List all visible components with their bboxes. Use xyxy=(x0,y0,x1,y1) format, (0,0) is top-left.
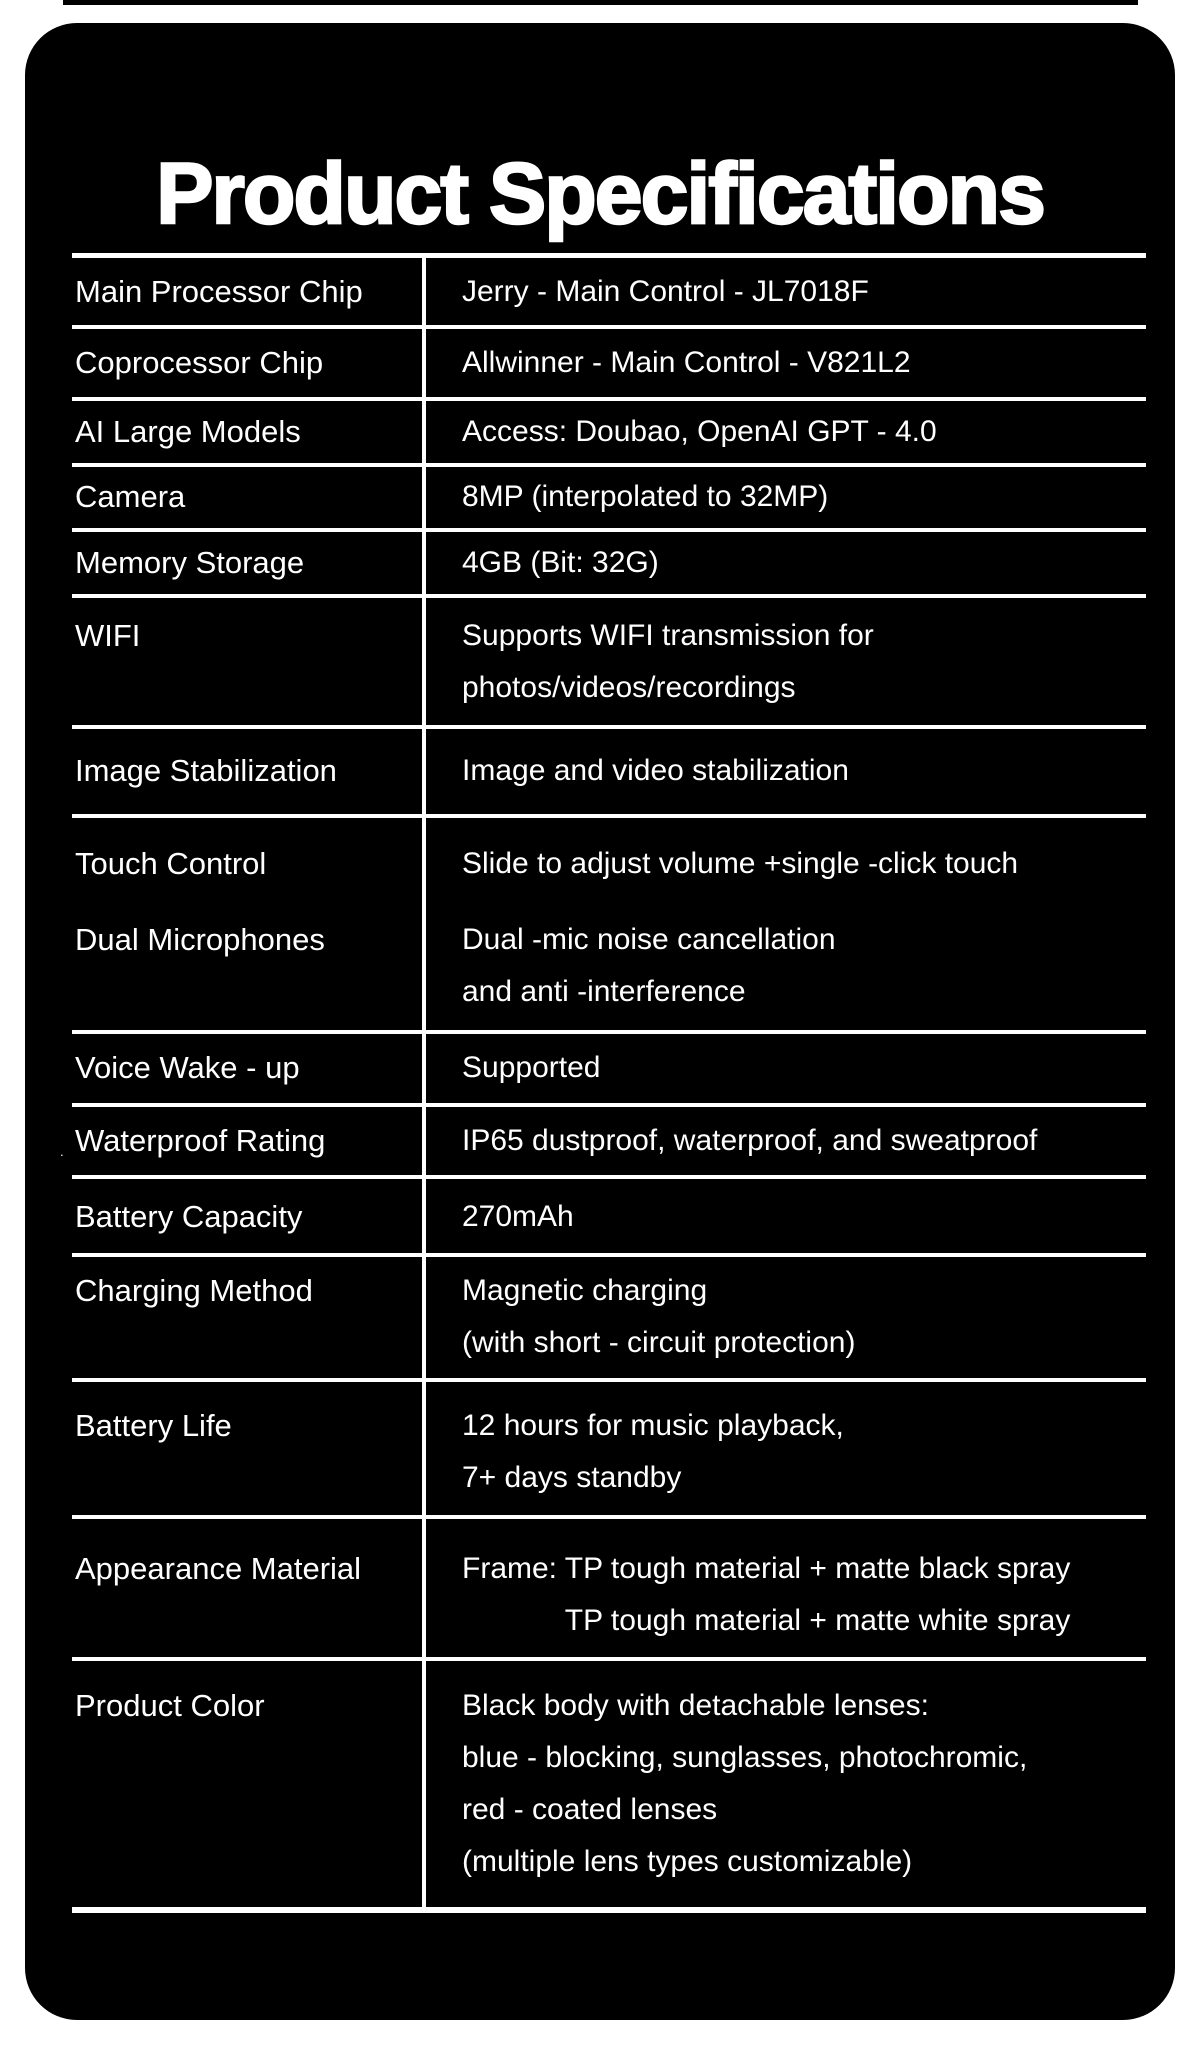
spec-value-line: Black body with detachable lenses: xyxy=(462,1689,929,1722)
appearance-material-value-block xyxy=(462,1543,1070,1647)
spec-label: WIFI xyxy=(75,618,141,653)
spec-value-cell xyxy=(422,329,1146,397)
table-row xyxy=(72,1175,1146,1253)
spec-value-line: Supported xyxy=(462,1051,601,1084)
spec-value-cell xyxy=(422,818,1146,1030)
table-row xyxy=(72,325,1146,397)
table-row xyxy=(72,1253,1146,1378)
spec-label: Product Color xyxy=(75,1688,265,1723)
spec-value-line: Image and video stabilization xyxy=(462,754,849,787)
spec-value-line: TP tough material + matte white spray xyxy=(564,1604,1071,1637)
table-row xyxy=(60,1103,1146,1175)
spec-value-cell xyxy=(422,1107,1146,1175)
table-row xyxy=(72,463,1146,528)
spec-value-line: 12 hours for music playback, xyxy=(462,1409,844,1442)
spec-value-line: Dual -mic noise cancellation xyxy=(462,923,836,956)
spec-label-cell xyxy=(72,729,422,814)
spec-value-line: Jerry - Main Control - JL7018F xyxy=(462,275,869,308)
spec-label: Main Processor Chip xyxy=(75,274,363,309)
spec-value-cell xyxy=(422,1382,1146,1515)
spec-value-line: 270mAh xyxy=(462,1200,574,1233)
spec-value-line: Allwinner - Main Control - V821L2 xyxy=(462,346,911,379)
table-row xyxy=(72,397,1146,463)
table-row xyxy=(72,1030,1146,1103)
spec-label: Battery Life xyxy=(75,1408,232,1443)
stray-dot: . xyxy=(60,1144,64,1159)
spec-value-cell xyxy=(422,467,1146,528)
spec-table xyxy=(60,253,1146,1913)
spec-label-cell xyxy=(72,467,422,528)
table-row xyxy=(72,1657,1146,1907)
spec-value-line: (multiple lens types customizable) xyxy=(462,1845,913,1878)
spec-label-cell xyxy=(72,1382,422,1515)
spec-label-cell xyxy=(72,1519,422,1657)
spec-value-line: Access: Doubao, OpenAI GPT - 4.0 xyxy=(462,415,937,448)
table-row xyxy=(72,1378,1146,1515)
spec-value-line: and anti -interference xyxy=(462,975,746,1008)
spec-label-cell xyxy=(72,818,422,1030)
spec-label-cell xyxy=(72,1257,422,1378)
spec-label: Dual Microphones xyxy=(75,922,325,957)
top-divider-strip xyxy=(63,0,1138,5)
spec-value-line: photos/videos/recordings xyxy=(462,671,796,704)
table-row xyxy=(72,594,1146,725)
spec-card xyxy=(25,23,1175,2020)
spec-label-cell xyxy=(72,1179,422,1253)
spec-label: . Waterproof Rating xyxy=(60,1123,326,1159)
spec-value-line: IP65 dustproof, waterproof, and sweatproof xyxy=(462,1124,1038,1157)
table-row xyxy=(72,528,1146,594)
spec-label: Coprocessor Chip xyxy=(75,345,324,380)
spec-label: AI Large Models xyxy=(75,414,301,449)
spec-label: Battery Capacity xyxy=(75,1199,303,1234)
table-row xyxy=(72,1515,1146,1657)
spec-label: Camera xyxy=(75,479,186,514)
spec-label-cell xyxy=(72,1661,422,1907)
spec-value-cell xyxy=(422,1661,1146,1907)
spec-label-cell xyxy=(72,329,422,397)
spec-value-line: red - coated lenses xyxy=(462,1793,718,1826)
spec-value-cell xyxy=(422,1519,1146,1657)
spec-label: Appearance Material xyxy=(75,1551,362,1586)
spec-label-cell xyxy=(72,401,422,463)
spec-label-cell xyxy=(72,598,422,725)
spec-label: Touch Control xyxy=(75,846,267,881)
spec-value-cell xyxy=(422,1257,1146,1378)
spec-value-line: Magnetic charging xyxy=(462,1274,708,1307)
spec-value-cell xyxy=(422,258,1146,325)
table-row xyxy=(72,253,1146,325)
spec-label: Charging Method xyxy=(75,1273,313,1308)
spec-label-cell xyxy=(72,1034,422,1103)
spec-value-line: Slide to adjust volume +single -click touch xyxy=(462,847,1019,880)
spec-value-cell xyxy=(422,532,1146,594)
spec-value-cell xyxy=(422,1034,1146,1103)
table-row xyxy=(72,814,1146,1030)
spec-value-cell xyxy=(422,598,1146,725)
table-row xyxy=(72,725,1146,814)
spec-value-line: Supports WIFI transmission for xyxy=(462,619,874,652)
spec-label: Voice Wake - up xyxy=(75,1050,300,1085)
spec-value-line: (with short - circuit protection) xyxy=(462,1326,856,1359)
spec-value-cell xyxy=(422,401,1146,463)
spec-label-cell xyxy=(72,532,422,594)
spec-value-line: blue - blocking, sunglasses, photochromic, xyxy=(462,1741,1028,1774)
spec-value-line: 7+ days standby xyxy=(462,1461,682,1494)
spec-label-cell xyxy=(72,258,422,325)
spec-label-cell xyxy=(60,1107,422,1175)
spec-value-cell xyxy=(422,729,1146,814)
spec-label: Image Stabilization xyxy=(75,753,337,788)
spec-value-line: Frame: TP tough material + matte black spray xyxy=(462,1552,1071,1585)
page-title: Product Specifications xyxy=(156,145,1044,242)
spec-value-cell xyxy=(422,1179,1146,1253)
spec-value-line: 8MP (interpolated to 32MP) xyxy=(462,480,829,513)
spec-value-line: 4GB (Bit: 32G) xyxy=(462,546,659,579)
spec-label: Memory Storage xyxy=(75,545,305,580)
